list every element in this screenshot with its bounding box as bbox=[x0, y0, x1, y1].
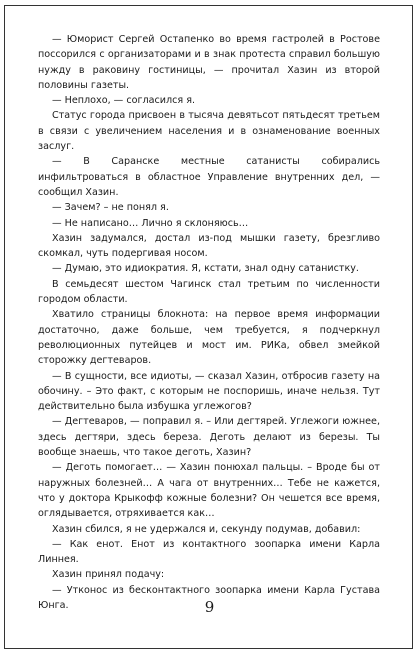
paragraph: — Юморист Сергей Остапенко во время гастролей в Ростове поссорился с организаторами и в знак протеста справил большую нужду в раковину гостиницы, — прочитал Хазин из второй половины газеты. bbox=[38, 34, 380, 91]
paragraph: — Как енот. Енот из контактного зоопарка имени Карла Линнея. bbox=[38, 538, 380, 566]
paragraph: — Неплохо, — согласился я. bbox=[52, 95, 196, 107]
paragraph: — В Саранске местные сатанисты собирались инфильтроваться в областное Управление внутренних дел, — сообщил Хазин. bbox=[38, 156, 380, 198]
paragraph: — В сущности, все идиоты, — сказал Хазин, отбросив газету на обочину. – Это факт, с которым не поспоришь, иначе нельзя. Тут действительно была избушка углежогов? bbox=[38, 370, 380, 413]
paragraph: — Думаю, это идиократия. Я, кстати, знал одну сатанистку. bbox=[52, 263, 359, 275]
paragraph: — Деготь помогает… — Хазин понюхал пальцы. – Вроде бы от наружных болезней… А чага от внутренних… Тебе не кажется, что у доктора Крыкофф кожные болезни? Он чешется все время, оглядывается, отряхивается как… bbox=[38, 462, 380, 520]
paragraph: — Зачем? – не понял я. bbox=[52, 202, 169, 214]
paragraph: В семьдесят шестом Чагинск стал третьим по численности городом области. bbox=[38, 278, 380, 306]
paragraph: Хазин сбился, я не удержался и, секунду подумав, добавил: bbox=[52, 523, 361, 535]
paragraph: Хазин задумался, достал из-под мышки газету, брезгливо скомкал, чуть подергивая носом. bbox=[38, 232, 380, 260]
paragraph: Хватило страницы блокнота: на первое время информации достаточно, даже больше, чем требуется, я подчеркнул революционных путейцев и мост им. РИКа, обвел змейкой сторожку дегтеваров. bbox=[38, 309, 380, 367]
paragraph: — Утконос из бесконтактного зоопарка имени Карла Густава Юнга. bbox=[38, 584, 380, 611]
page-number: 9 bbox=[204, 598, 215, 616]
paragraph: Статус города присвоен в тысяча девятьсот пятьдесят третьем в связи с увеличением населения и в ознаменование военных заслуг. bbox=[38, 110, 380, 153]
text-body bbox=[38, 32, 380, 613]
paragraph: — Дегтеваров, — поправил я. – Или дегтярей. Углежоги южнее, здесь дегтяри, здесь береза. Деготь делают из березы. Ты вообще знаешь, что такое деготь, Хазин? bbox=[38, 416, 380, 459]
paragraph: Хазин принял подачу: bbox=[52, 569, 165, 581]
paragraph: — Не написано… Лично я склоняюсь… bbox=[52, 217, 249, 229]
